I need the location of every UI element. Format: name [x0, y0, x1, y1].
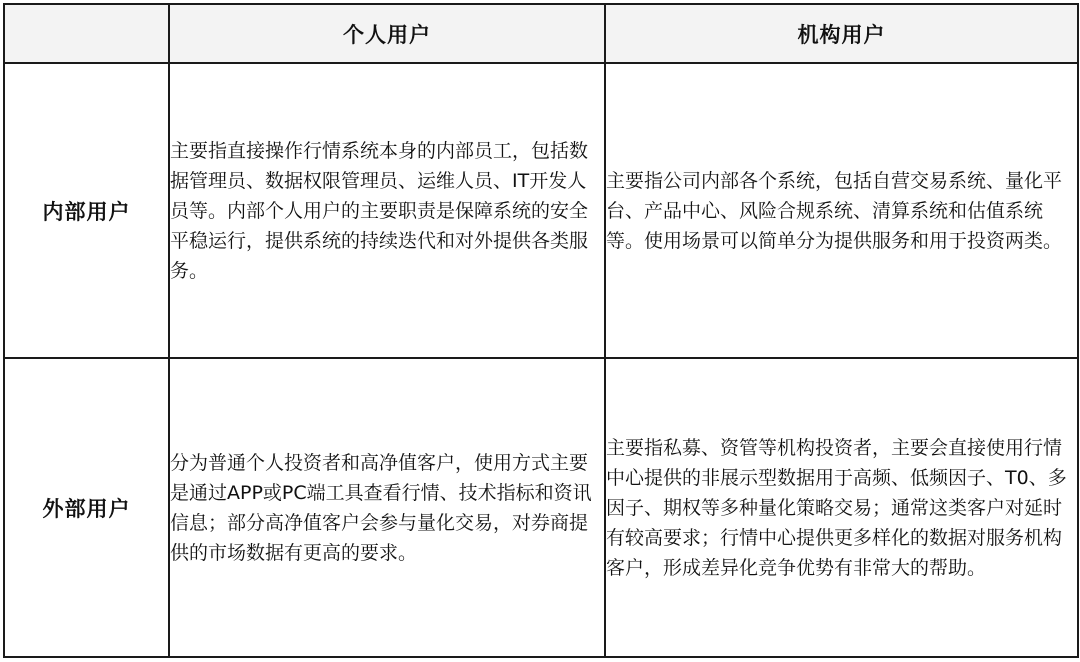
column-header-individual: 个人用户 [169, 4, 605, 63]
row-header-external: 外部用户 [4, 358, 169, 657]
user-type-table [3, 3, 1079, 658]
cell-external-institutional: 主要指私募、资管等机构投资者，主要会直接使用行情中心提供的非展示型数据用于高频、低频因子、T0、多因子、期权等多种量化策略交易；通常这类客户对延时有较高要求；行情中心提供更多样化的数据对服务机构客户，形成差异化竞争优势有非常大的帮助。 [605, 358, 1078, 657]
column-header-institutional: 机构用户 [605, 4, 1078, 63]
header-row [4, 4, 1078, 63]
cell-external-individual: 分为普通个人投资者和高净值客户，使用方式主要是通过APP或PC端工具查看行情、技术指标和资讯信息；部分高净值客户会参与量化交易，对券商提供的市场数据有更高的要求。 [169, 358, 605, 657]
table-row-internal [4, 63, 1078, 358]
cell-internal-institutional: 主要指公司内部各个系统，包括自营交易系统、量化平台、产品中心、风险合规系统、清算系统和估值系统等。使用场景可以简单分为提供服务和用于投资两类。 [605, 63, 1078, 358]
row-header-internal: 内部用户 [4, 63, 169, 358]
table-row-external [4, 358, 1078, 657]
cell-internal-individual: 主要指直接操作行情系统本身的内部员工，包括数据管理员、数据权限管理员、运维人员、IT开发人员等。内部个人用户的主要职责是保障系统的安全平稳运行，提供系统的持续迭代和对外提供各类服务。 [169, 63, 605, 358]
corner-cell [4, 4, 169, 63]
